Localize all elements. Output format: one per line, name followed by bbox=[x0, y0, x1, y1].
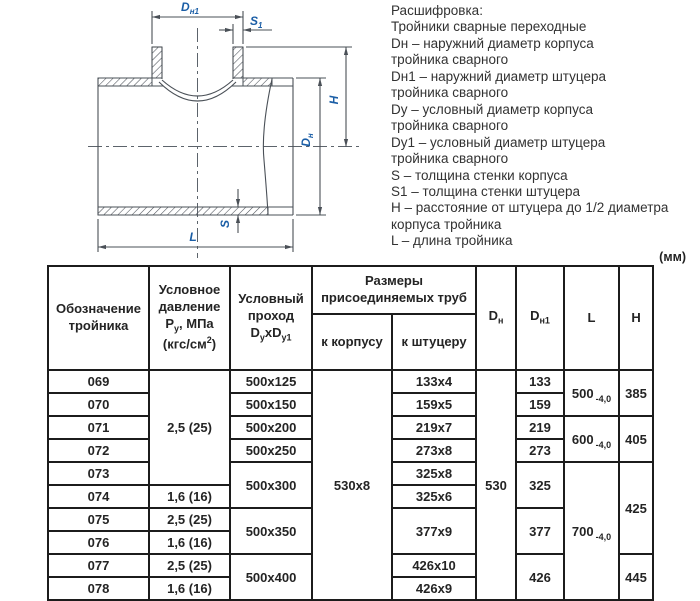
col-header-to-body: к корпусу bbox=[312, 314, 392, 370]
cell-to-branch: 133x4 bbox=[392, 370, 476, 393]
units-label: (мм) bbox=[659, 250, 686, 264]
col-header-l: L bbox=[564, 266, 619, 370]
cell-pass: 500x300 bbox=[230, 462, 312, 508]
col-header-to-branch: к штуцеру bbox=[392, 314, 476, 370]
cell-to-branch: 426x10 bbox=[392, 554, 476, 577]
col-header-pressure: Условное давление $P_у$, МПа $(кгс/см^2)$ bbox=[149, 266, 230, 370]
cell-pass: 500x350 bbox=[230, 508, 312, 554]
legend-line: S1 – толщина стенки штуцера bbox=[391, 183, 580, 199]
dimension-l bbox=[98, 219, 293, 252]
cell-code: 078 bbox=[48, 577, 149, 600]
hatched-walls bbox=[98, 47, 272, 215]
col-header-h: H bbox=[619, 266, 653, 370]
cell-to-branch: 219x7 bbox=[392, 416, 476, 439]
cell-to-branch: 325x6 bbox=[392, 485, 476, 508]
dim-label-l: L bbox=[189, 230, 197, 244]
cell-to-branch: 159x5 bbox=[392, 393, 476, 416]
table-row bbox=[48, 370, 653, 393]
legend-line: Dн1 – наружний диаметр штуцера bbox=[391, 68, 606, 84]
cell-to-branch: 426x9 bbox=[392, 577, 476, 600]
cell-dn1: 133 bbox=[516, 370, 564, 393]
cell-code: 070 bbox=[48, 393, 149, 416]
legend-line: L – длина тройника bbox=[391, 233, 513, 249]
cell-dn1: 273 bbox=[516, 439, 564, 462]
legend-line: Dу1 – условный диаметр штуцера bbox=[391, 134, 606, 150]
dim-label-h: H bbox=[327, 95, 341, 105]
cell-pressure: 1,6 (16) bbox=[149, 531, 230, 554]
dim-label-dn1: $D_{н1}$ bbox=[181, 0, 199, 16]
legend-line: тройника сварного bbox=[391, 85, 509, 101]
dim-label-s: S bbox=[218, 219, 232, 229]
cell-pressure: 2,5 (25) bbox=[149, 554, 230, 577]
cell-code: 069 bbox=[48, 370, 149, 393]
dimension-s1 bbox=[219, 14, 272, 44]
legend-line: Dу – условный диаметр корпуса bbox=[391, 101, 593, 117]
cell-dn1: 219 bbox=[516, 416, 564, 439]
cell-pass: 500x400 bbox=[230, 554, 312, 600]
legend-line: тройника сварного bbox=[391, 151, 509, 167]
cell-pressure: 2,5 (25) bbox=[149, 370, 230, 485]
cell-to-branch: 377x9 bbox=[392, 508, 476, 554]
cell-code: 071 bbox=[48, 416, 149, 439]
legend-line: Тройники сварные переходные bbox=[391, 19, 587, 35]
cell-l: 600 -4,0 bbox=[564, 416, 619, 462]
legend-line: H – расстояние от штуцера до 1/2 диаметра bbox=[391, 200, 669, 216]
cell-pass: 500x250 bbox=[230, 439, 312, 462]
col-header-dn1: $D_{н1}$ bbox=[516, 266, 564, 370]
legend-line: Dн – наружний диаметр корпуса bbox=[391, 35, 594, 51]
dim-label-dn: $D_н$ bbox=[299, 133, 315, 147]
cell-dn1: 426 bbox=[516, 554, 564, 600]
cell-code: 072 bbox=[48, 439, 149, 462]
cell-pressure: 1,6 (16) bbox=[149, 485, 230, 508]
legend-line: S – толщина стенки корпуса bbox=[391, 167, 568, 183]
legend-line: тройника сварного bbox=[391, 118, 509, 134]
cell-dn: 530 bbox=[476, 370, 516, 600]
legend-line: тройника сварного bbox=[391, 52, 509, 68]
cell-dn1: 325 bbox=[516, 462, 564, 508]
legend bbox=[391, 3, 697, 250]
cell-dn1: 159 bbox=[516, 393, 564, 416]
col-header-dn: $D_н$ bbox=[476, 266, 516, 370]
cell-h: 405 bbox=[619, 416, 653, 462]
cell-h: 445 bbox=[619, 554, 653, 600]
cell-pass: 500x125 bbox=[230, 370, 312, 393]
cell-to-body: 530x8 bbox=[312, 370, 392, 600]
spec-table bbox=[47, 265, 654, 601]
tee-cross-section-diagram bbox=[0, 0, 380, 262]
cell-pass: 500x150 bbox=[230, 393, 312, 416]
cell-pressure: 2,5 (25) bbox=[149, 508, 230, 531]
cell-pass: 500x200 bbox=[230, 416, 312, 439]
legend-line: Расшифровка: bbox=[391, 3, 483, 18]
cell-to-branch: 325x8 bbox=[392, 462, 476, 485]
cell-code: 077 bbox=[48, 554, 149, 577]
cell-l: 700 -4,0 bbox=[564, 462, 619, 600]
cell-h: 425 bbox=[619, 462, 653, 554]
cell-h: 385 bbox=[619, 370, 653, 416]
dimension-h bbox=[246, 47, 352, 147]
cell-code: 076 bbox=[48, 531, 149, 554]
col-header-nominal-pass: Условный проход $D_уxD_{у1}$ bbox=[230, 266, 312, 370]
cell-code: 073 bbox=[48, 462, 149, 485]
cell-code: 074 bbox=[48, 485, 149, 508]
cell-code: 075 bbox=[48, 508, 149, 531]
legend-line: корпуса тройника bbox=[391, 216, 502, 232]
col-header-pipe-sizes: Размеры присоединяемых труб bbox=[312, 266, 476, 314]
cell-l: 500 -4,0 bbox=[564, 370, 619, 416]
cell-to-branch: 273x8 bbox=[392, 439, 476, 462]
cell-pressure: 1,6 (16) bbox=[149, 577, 230, 600]
cell-dn1: 377 bbox=[516, 508, 564, 554]
col-header-designation: Обозначение тройника bbox=[48, 266, 149, 370]
dim-label-s1: $S_1$ bbox=[250, 14, 263, 30]
